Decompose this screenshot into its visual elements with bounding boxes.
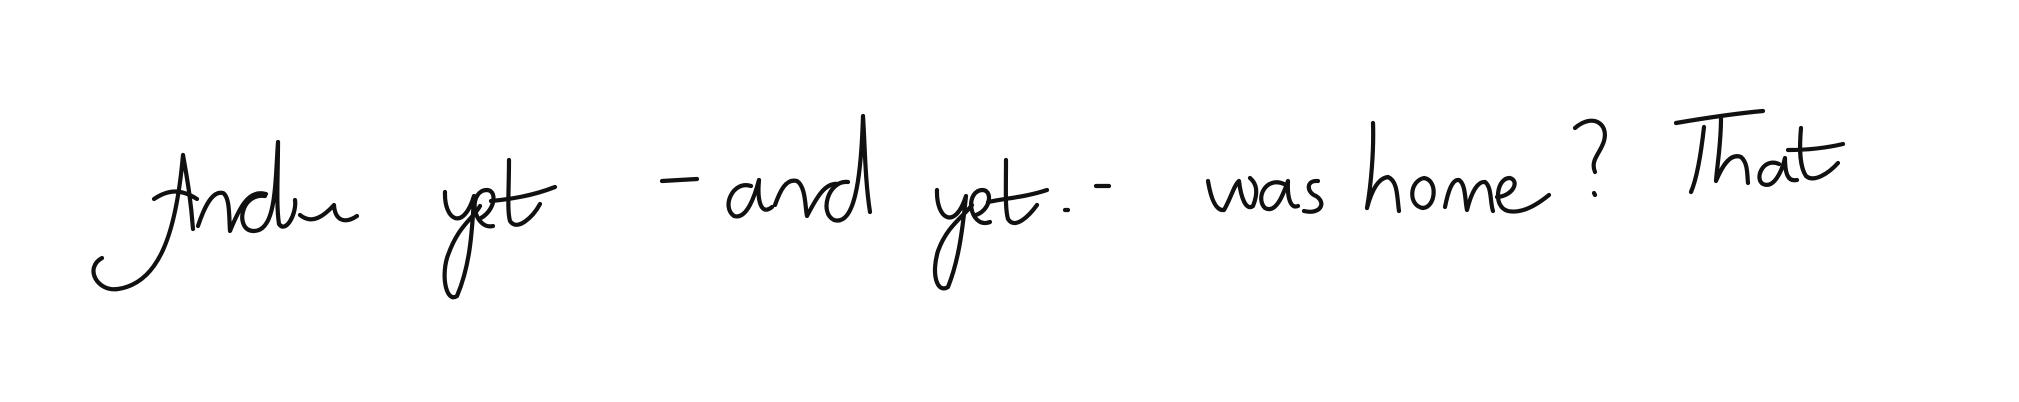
handwritten-question-mark xyxy=(1575,121,1605,195)
handwritten-word-home xyxy=(1367,123,1549,212)
handwritten-word-yet-second xyxy=(935,160,1068,288)
handwritten-word-and xyxy=(729,116,870,221)
handwritten-dash-first xyxy=(662,179,697,181)
handwritten-word-that xyxy=(1676,111,1843,192)
handwritten-word-yet-first xyxy=(445,160,555,297)
handwritten-word-was xyxy=(1208,178,1321,212)
handwritten-word-and-e xyxy=(93,142,357,289)
